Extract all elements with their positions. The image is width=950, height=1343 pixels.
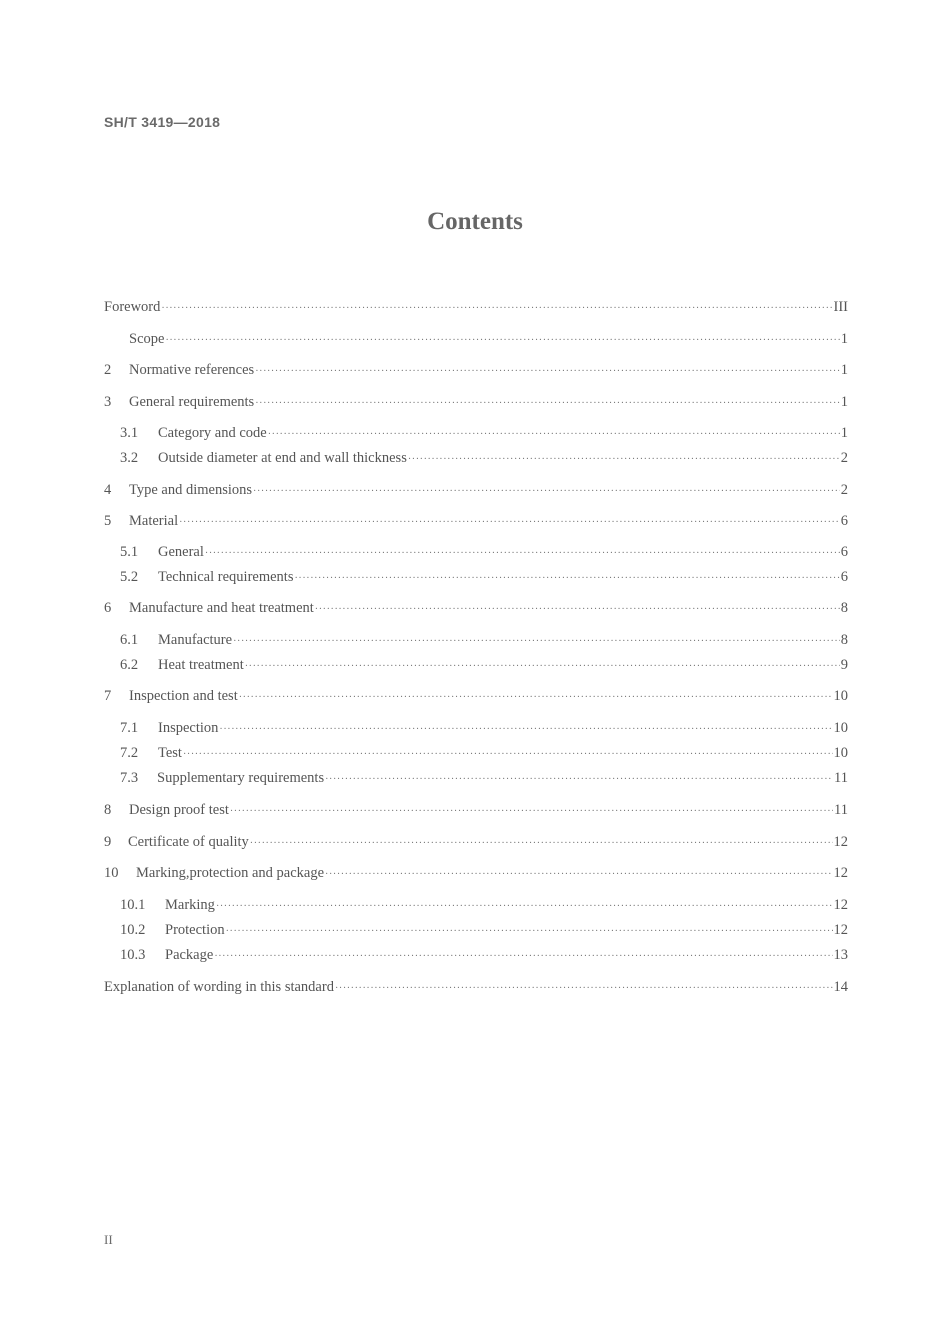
toc-entry-text: Inspection and test <box>129 688 238 704</box>
toc-entry-text: Normative references <box>129 362 255 378</box>
toc-entry-text: Type and dimensions <box>129 482 253 498</box>
toc-entry-number: 6.1 <box>120 632 139 648</box>
toc-entry-page: 12 <box>833 865 848 881</box>
toc-entry-text: Foreword <box>104 299 161 315</box>
toc-leader-dots <box>408 450 840 470</box>
toc-entry-text: Design proof test <box>129 802 229 818</box>
toc-entry-number: 10.1 <box>120 897 146 913</box>
toc-leader-dots <box>233 632 840 652</box>
toc-entry-page: 12 <box>833 834 848 850</box>
toc-entry-page: 6 <box>840 569 848 585</box>
toc-entry-page: 2 <box>840 450 848 466</box>
toc-entry-number: 10 <box>104 865 119 881</box>
toc-entry-page: 8 <box>840 600 848 616</box>
toc-entry-text: Inspection <box>158 720 219 736</box>
toc-entry-explanation-of-wording[interactable] <box>104 977 848 997</box>
toc-entry-text: Supplementary requirements <box>157 770 325 786</box>
toc-entry-page: 1 <box>840 331 848 347</box>
toc-leader-dots <box>325 865 832 885</box>
toc-entry-technical-requirements[interactable] <box>104 567 848 587</box>
toc-entry-text: Protection <box>165 922 225 938</box>
toc-entry-text: Scope <box>129 331 165 347</box>
page-title: Contents <box>427 208 523 235</box>
toc-entry-number: 5.2 <box>120 569 139 585</box>
toc-entry-page: 1 <box>840 362 848 378</box>
toc-entry-page: 12 <box>833 897 848 913</box>
toc-entry-number: 7.1 <box>120 720 139 736</box>
toc-leader-dots <box>165 331 839 351</box>
toc-leader-dots <box>255 362 840 382</box>
toc-entry-page: 8 <box>840 632 848 648</box>
toc-leader-dots <box>230 802 833 822</box>
toc-entry-manufacture-and-heat-treatment[interactable] <box>104 598 848 618</box>
toc-entry-page: 10 <box>833 688 848 704</box>
toc-entry-number: 7.3 <box>120 770 139 786</box>
toc-entry-number: 6.2 <box>120 657 139 673</box>
toc-leader-dots <box>268 425 840 445</box>
toc-leader-dots <box>294 569 839 589</box>
toc-entry-normative-references[interactable] <box>104 360 848 380</box>
toc-entry-page: 14 <box>833 979 848 995</box>
toc-entry-supplementary-requirements[interactable] <box>104 768 848 788</box>
toc-entry-number: 3.1 <box>120 425 139 441</box>
toc-entry-number: 3.2 <box>120 450 139 466</box>
toc-entry-marking-protection-package[interactable] <box>104 863 848 883</box>
toc-entry-manufacture[interactable] <box>104 630 848 650</box>
toc-entry-design-proof-test[interactable] <box>104 800 848 820</box>
toc-entry-number: 8 <box>104 802 112 818</box>
toc-leader-dots <box>253 482 840 502</box>
toc-entry-text: Test <box>158 745 182 761</box>
toc-entry-certificate-of-quality[interactable] <box>104 832 848 852</box>
document-code: SH/T 3419—2018 <box>104 114 221 130</box>
toc-leader-dots <box>325 770 833 790</box>
toc-entry-text: Manufacture and heat treatment <box>129 600 314 616</box>
toc-entry-number: 9 <box>104 834 112 850</box>
toc-entry-foreword[interactable] <box>104 297 848 317</box>
toc-entry-heat-treatment[interactable] <box>104 655 848 675</box>
toc-entry-number: 3 <box>104 394 112 410</box>
toc-entry-number: 10.3 <box>120 947 146 963</box>
toc-entry-page: 6 <box>840 544 848 560</box>
toc-entry-marking[interactable] <box>104 895 848 915</box>
toc-leader-dots <box>161 299 832 319</box>
toc-entry-page: 2 <box>840 482 848 498</box>
toc-entry-category-and-code[interactable] <box>104 423 848 443</box>
toc-leader-dots <box>226 922 833 942</box>
toc-leader-dots <box>315 600 840 620</box>
toc-entry-number: 2 <box>104 362 112 378</box>
toc-entry-page: 9 <box>840 657 848 673</box>
toc-leader-dots <box>219 720 832 740</box>
toc-entry-protection[interactable] <box>104 920 848 940</box>
toc-leader-dots <box>214 947 832 967</box>
toc-leader-dots <box>205 544 840 564</box>
toc-entry-text: Certificate of quality <box>128 834 249 850</box>
toc-leader-dots <box>183 745 833 765</box>
toc-entry-text: Explanation of wording in this standard <box>104 979 334 995</box>
toc-entry-type-and-dimensions[interactable] <box>104 480 848 500</box>
toc-entry-page: III <box>833 299 848 315</box>
toc-entry-text: Marking,protection and package <box>136 865 325 881</box>
toc-entry-material-general[interactable] <box>104 542 848 562</box>
toc-entry-general-requirements[interactable] <box>104 392 848 412</box>
page-number: II <box>104 1232 113 1247</box>
toc-entry-text: Category and code <box>158 425 267 441</box>
toc-leader-dots <box>250 834 833 854</box>
toc-entry-page: 11 <box>834 802 848 818</box>
toc-entry-text: Marking <box>165 897 215 913</box>
toc-leader-dots <box>216 897 833 917</box>
toc-entry-page: 13 <box>833 947 848 963</box>
toc-entry-text: General requirements <box>129 394 255 410</box>
toc-entry-number: 10.2 <box>120 922 146 938</box>
toc-entry-text: Technical requirements <box>158 569 294 585</box>
toc-entry-inspection-and-test[interactable] <box>104 686 848 706</box>
toc-entry-page: 1 <box>840 425 848 441</box>
toc-leader-dots <box>239 688 833 708</box>
toc-entry-number: 7 <box>104 688 112 704</box>
toc-entry-outside-diameter[interactable] <box>104 448 848 468</box>
toc-leader-dots <box>335 979 833 999</box>
toc-entry-scope[interactable] <box>104 329 848 349</box>
toc-entry-page: 10 <box>833 720 848 736</box>
toc-entry-number: 5 <box>104 513 112 529</box>
toc-entry-page: 10 <box>833 745 848 761</box>
toc-entry-text: Outside diameter at end and wall thickness <box>158 450 407 466</box>
toc-entry-text: Manufacture <box>158 632 233 648</box>
toc-entry-material[interactable] <box>104 511 848 531</box>
toc-entry-number: 6 <box>104 600 112 616</box>
toc-entry-text: General <box>158 544 204 560</box>
toc-entry-inspection[interactable] <box>104 718 848 738</box>
toc-entry-text: Material <box>129 513 179 529</box>
toc-leader-dots <box>179 513 840 533</box>
toc-entry-number: 7.2 <box>120 745 139 761</box>
toc-leader-dots <box>245 657 840 677</box>
toc-entry-page: 11 <box>834 770 848 786</box>
toc-entry-page: 12 <box>833 922 848 938</box>
toc-entry-number: 4 <box>104 482 112 498</box>
toc-entry-page: 6 <box>840 513 848 529</box>
toc-entry-text: Package <box>165 947 214 963</box>
toc-entry-package[interactable] <box>104 945 848 965</box>
toc-entry-page: 1 <box>840 394 848 410</box>
toc-leader-dots <box>255 394 840 414</box>
toc-entry-number: 5.1 <box>120 544 139 560</box>
toc-entry-test[interactable] <box>104 743 848 763</box>
toc-entry-text: Heat treatment <box>158 657 244 673</box>
